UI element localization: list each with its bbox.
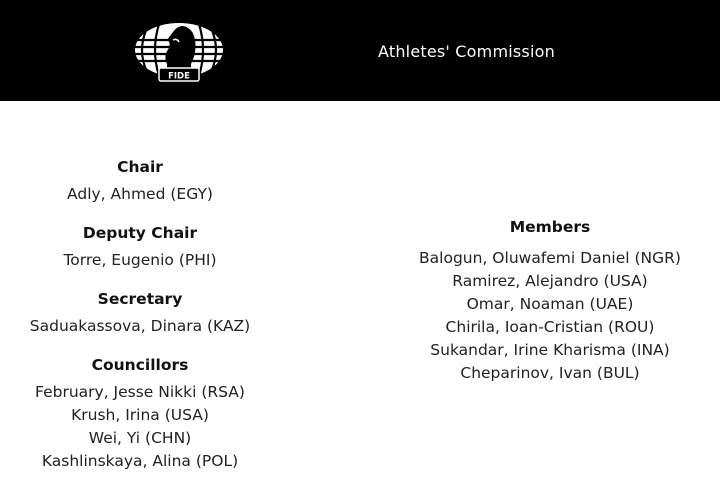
list-item: February, Jesse Nikki (RSA) [35,383,245,401]
section-heading: Councillors [91,356,189,374]
list-item: Ramirez, Alejandro (USA) [452,272,648,290]
members-column [400,217,700,385]
list-item: Saduakassova, Dinara (KAZ) [29,317,251,335]
list-item: Krush, Irina (USA) [71,406,209,424]
list-item: Chirila, Ioan-Cristian (ROU) [445,318,655,336]
section-heading: Secretary [97,290,183,308]
page-title: Athletes' Commission [378,42,555,61]
list-item: Torre, Eugenio (PHI) [63,251,217,269]
section-heading: Deputy Chair [82,224,198,242]
councillors-section [0,355,280,473]
list-item: Kashlinskaya, Alina (POL) [41,452,239,470]
members-list [400,247,700,385]
fide-logo [133,20,225,84]
list-item: Cheparinov, Ivan (BUL) [460,364,640,382]
leadership-column [0,157,280,490]
list-item: Balogun, Oluwafemi Daniel (NGR) [419,249,681,267]
logo-text: FIDE [168,71,190,82]
list-item: Adly, Ahmed (EGY) [67,185,213,203]
secretary-section [0,289,280,338]
header-bar [0,0,720,101]
chair-section [0,157,280,206]
list-item: Omar, Noaman (UAE) [466,295,634,313]
deputy-chair-section [0,223,280,272]
section-heading: Chair [117,158,163,176]
section-heading: Members [509,218,591,236]
list-item: Sukandar, Irine Kharisma (INA) [430,341,670,359]
list-item: Wei, Yi (CHN) [88,429,192,447]
